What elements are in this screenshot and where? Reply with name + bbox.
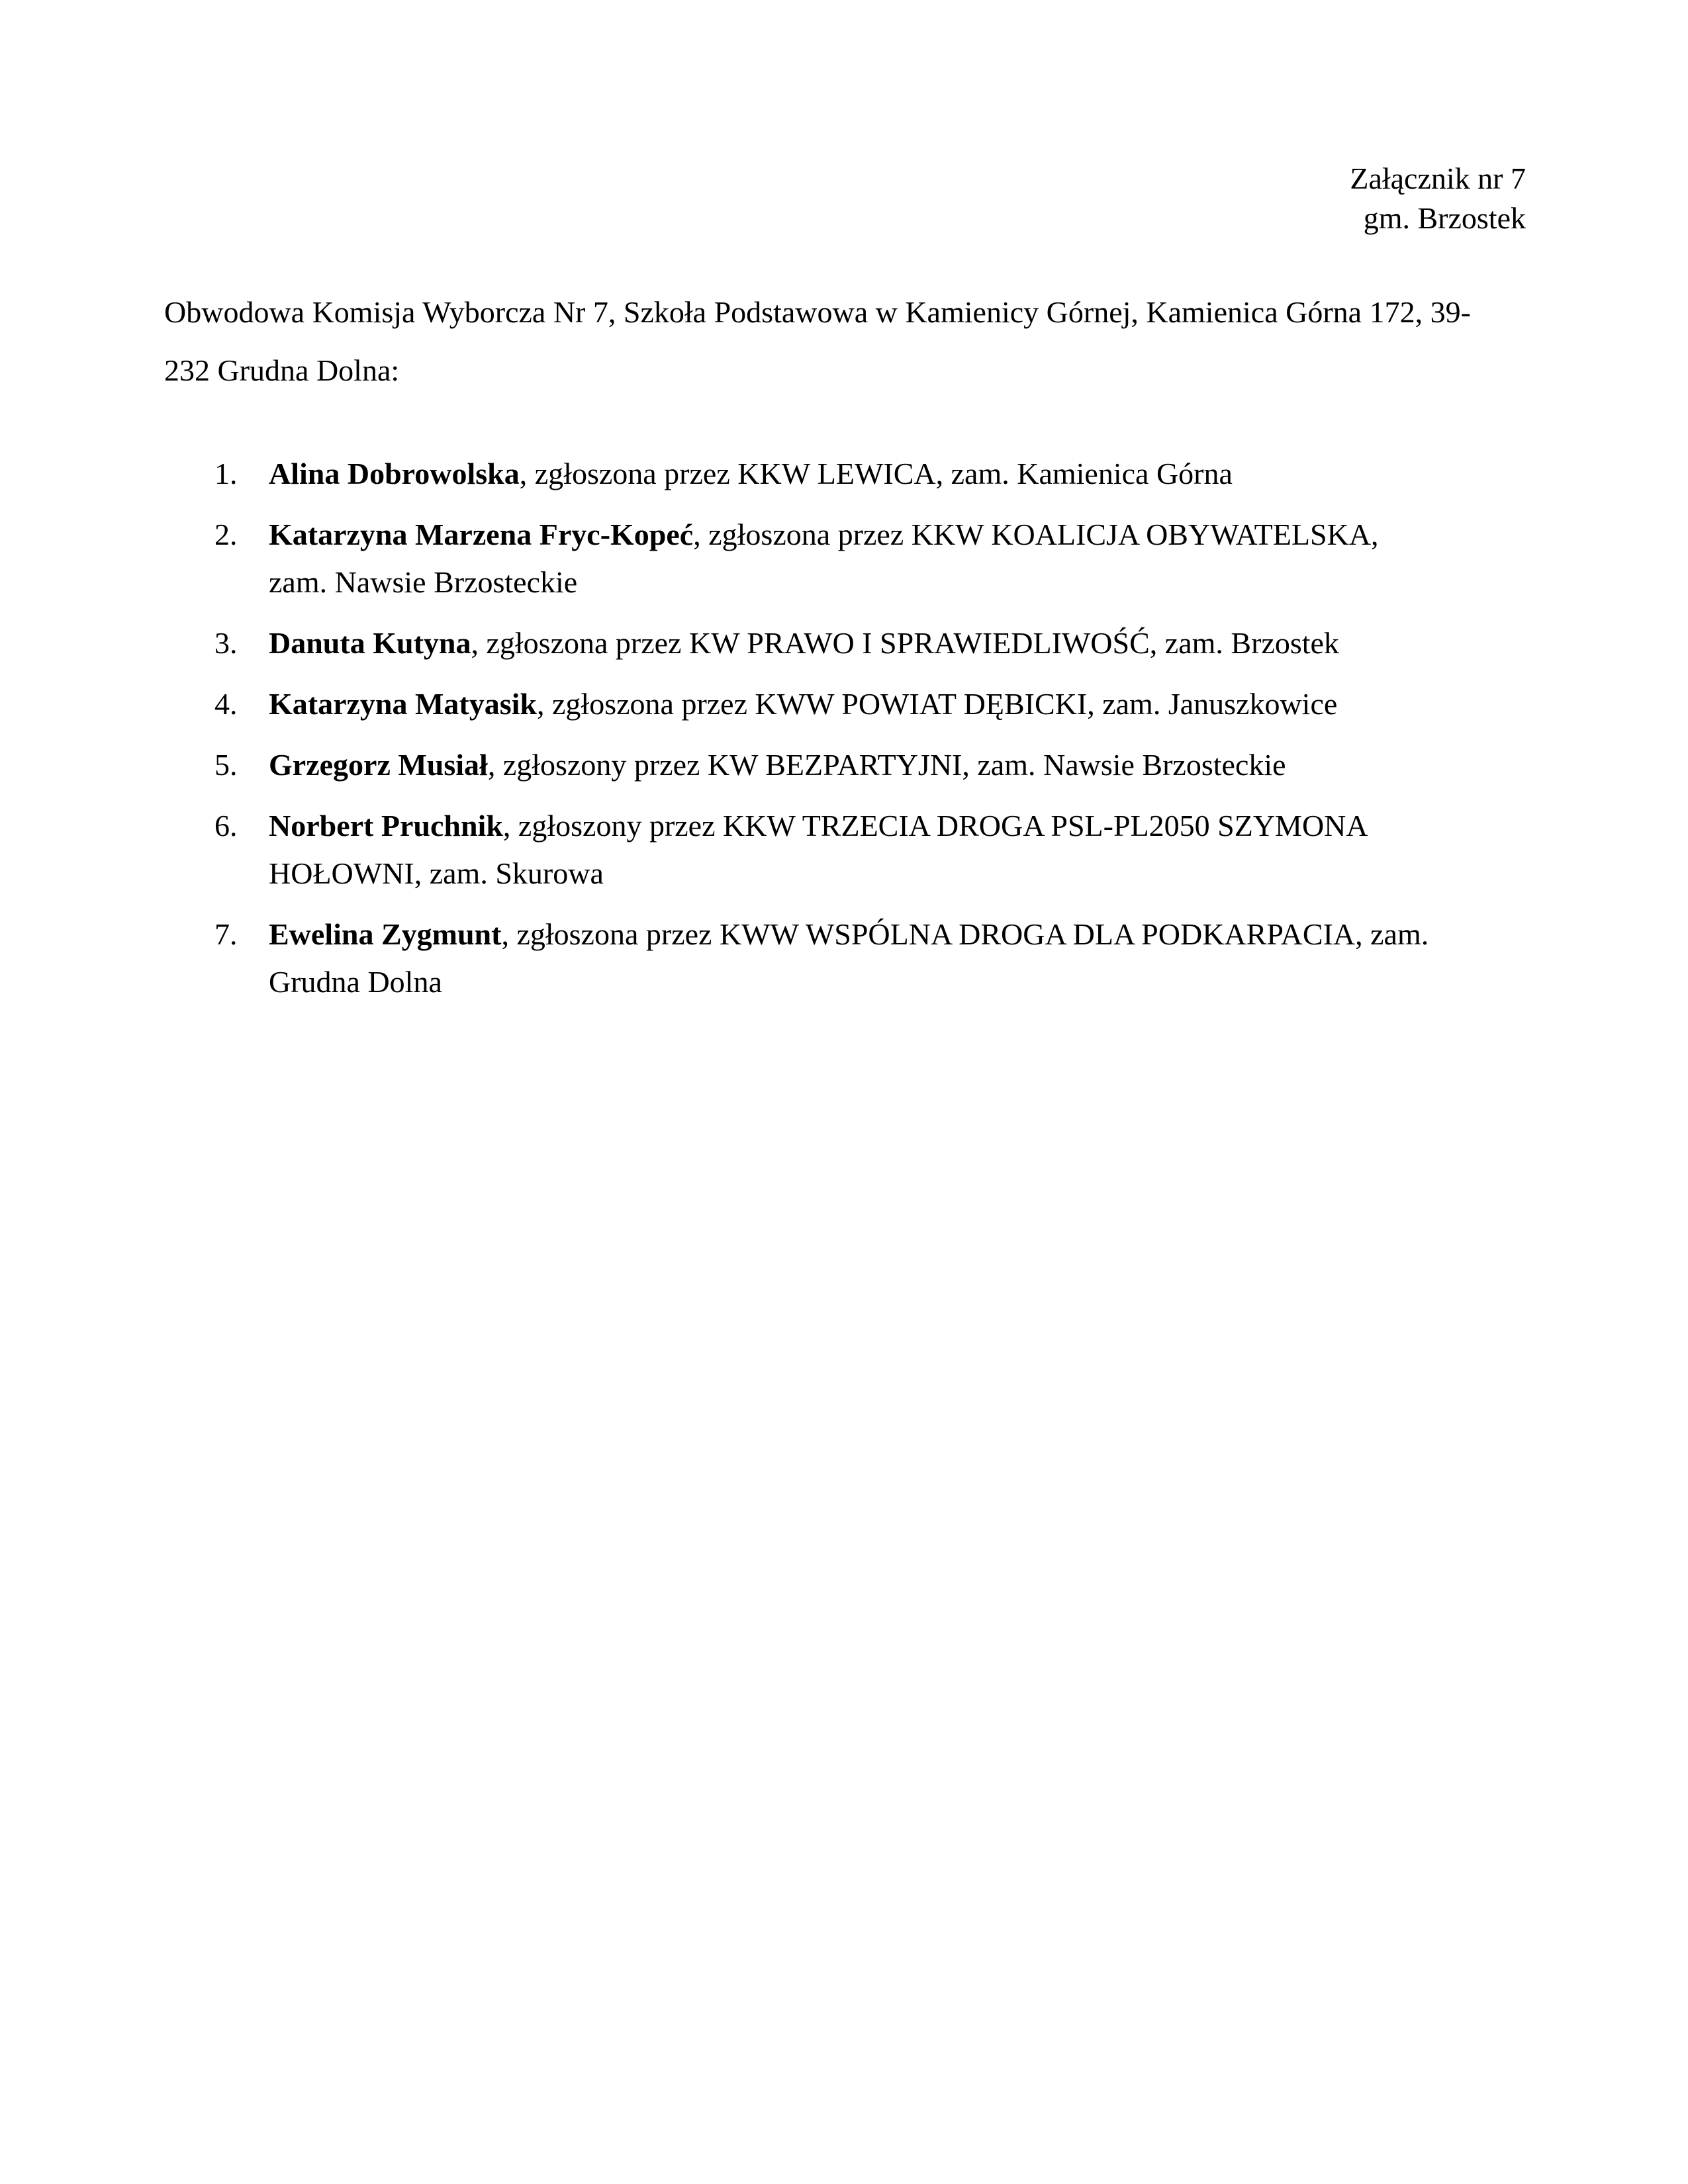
- member-details: , zgłoszona przez KWW POWIAT DĘBICKI, zam. Januszkowice: [537, 687, 1338, 721]
- commission-description: Obwodowa Komisja Wyborcza Nr 7, Szkoła Podstawowa w Kamienicy Górnej, Kamienica Górna 172, 39-232 Grudna Dolna:: [164, 295, 1471, 387]
- list-item-number: 7.: [214, 917, 238, 951]
- list-item-number: 4.: [214, 687, 238, 721]
- list-item-text: [269, 741, 1488, 789]
- member-name: Ewelina Zygmunt: [269, 917, 502, 951]
- list-item: [164, 619, 1488, 667]
- list-item-text: [269, 619, 1488, 667]
- list-item-number: 2.: [214, 518, 238, 551]
- list-item: [164, 511, 1488, 606]
- member-name: Grzegorz Musiał: [269, 748, 488, 782]
- list-item-number: 3.: [214, 626, 238, 660]
- list-item-text: [269, 680, 1488, 728]
- list-item-text: [269, 450, 1488, 498]
- list-item-text: [269, 511, 1440, 606]
- member-name: Norbert Pruchnik: [269, 809, 503, 842]
- list-item: [164, 741, 1488, 789]
- list-item-number: 1.: [214, 457, 238, 490]
- member-name: Danuta Kutyna: [269, 626, 471, 660]
- list-item-text: [269, 802, 1440, 897]
- member-name: Alina Dobrowolska: [269, 457, 520, 490]
- member-details: , zgłoszona przez KKW LEWICA, zam. Kamienica Górna: [519, 457, 1233, 490]
- member-details: , zgłoszona przez KKW KOALICJA OBYWATELSKA, zam. Nawsie Brzosteckie: [269, 518, 1379, 599]
- list-item: [164, 802, 1488, 897]
- list-item: [164, 911, 1488, 1006]
- municipality-label: gm. Brzostek: [1363, 201, 1526, 235]
- attachment-number: Załącznik nr 7: [1350, 161, 1526, 195]
- commission-member-list: [164, 450, 1488, 1019]
- attachment-header: [1350, 159, 1526, 238]
- member-details: , zgłoszona przez KWW WSPÓLNA DROGA DLA PODKARPACIA, zam. Grudna Dolna: [269, 917, 1429, 999]
- list-item-text: [269, 911, 1440, 1006]
- member-details: , zgłoszony przez KW BEZPARTYJNI, zam. Nawsie Brzosteckie: [487, 748, 1286, 782]
- list-item: [164, 450, 1488, 498]
- list-item-number: 6.: [214, 809, 238, 842]
- list-item-number: 5.: [214, 748, 238, 782]
- member-details: , zgłoszony przez KKW TRZECIA DROGA PSL-PL2050 SZYMONA HOŁOWNI, zam. Skurowa: [269, 809, 1367, 890]
- list-item: [164, 680, 1488, 728]
- member-details: , zgłoszona przez KW PRAWO I SPRAWIEDLIWOŚĆ, zam. Brzostek: [471, 626, 1339, 660]
- member-name: Katarzyna Marzena Fryc-Kopeć: [269, 518, 694, 551]
- member-name: Katarzyna Matyasik: [269, 687, 538, 721]
